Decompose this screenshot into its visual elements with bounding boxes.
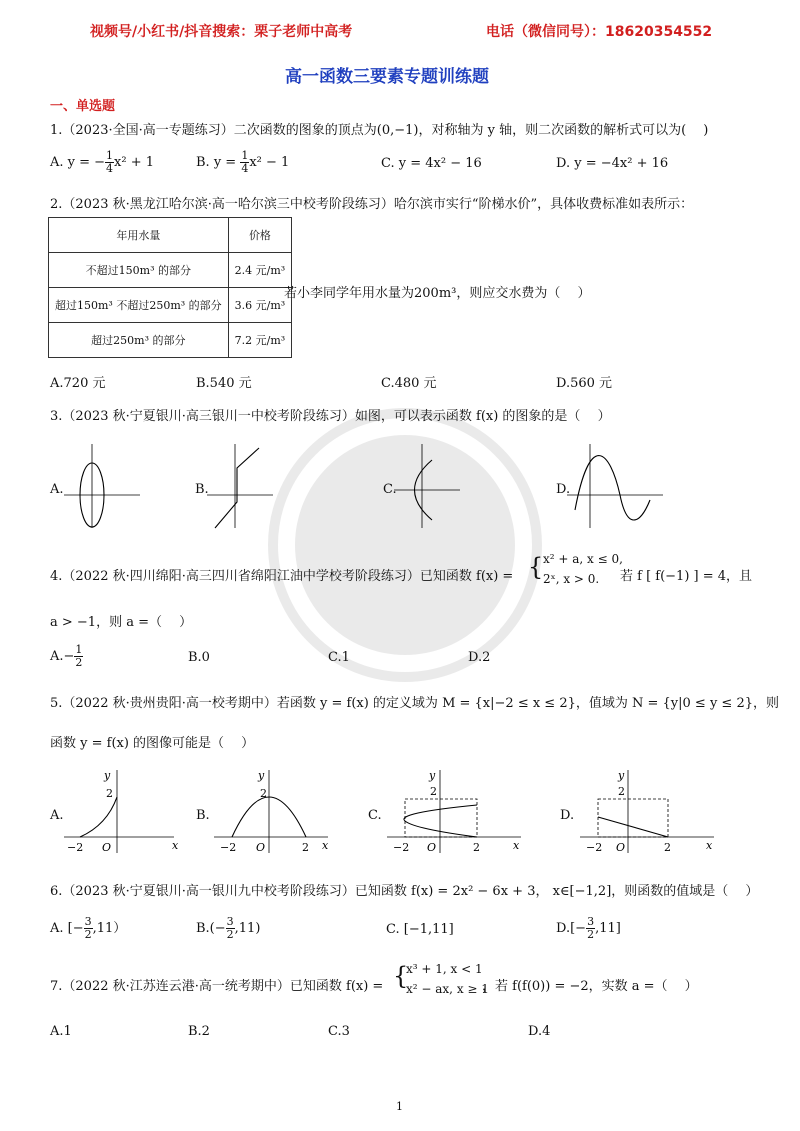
q4-case1: x² + a, x ≤ 0, (543, 552, 623, 566)
q1-stem: 1.（2023·全国·高一专题练习）二次函数的图象的顶点为(0,−1)，对称轴为 y 轴，则二次函数的解析式可以为( ) (50, 123, 709, 138)
q1-option-d: D. y = −4x² + 16 (556, 156, 669, 171)
svg-text:−2: −2 (67, 841, 84, 854)
header-promo: 视频号/小红书/抖音搜索：栗子老师中高考 (90, 24, 353, 40)
svg-text:x: x (322, 839, 329, 852)
q7-case2: x² − ax, x ≥ 1 (406, 982, 489, 996)
q3-stem: 3.（2023 秋·宁夏银川·高三银川一中校考阶段练习）如图，可以表示函数 f(x) 的图象的是（ ） (50, 409, 611, 424)
q5-stem: 5.（2022 秋·贵州贵阳·高一校考期中）若函数 y = f(x) 的定义域为 M = {x|−2 ≤ x ≤ 2}，值域为 N = {y|0 ≤ y ≤ 2}，则 (50, 696, 780, 711)
svg-text:x: x (172, 839, 179, 852)
page-number: 1 (396, 1100, 403, 1113)
svg-text:O: O (102, 841, 112, 854)
svg-text:2: 2 (260, 787, 267, 800)
q2-stem: 2.（2023 秋·黑龙江哈尔滨·高一哈尔滨三中校考阶段练习）哈尔滨市实行“阶梯水价”，具体收费标准如表所示： (50, 197, 694, 212)
q7-option-c: C.3 (328, 1024, 350, 1039)
q3-option-b: B. (195, 482, 209, 497)
q2-option-c: C.480 元 (381, 376, 437, 391)
q5-graph-c (385, 765, 525, 855)
q5-option-b: B. (196, 808, 210, 823)
q5-line2: 函数 y = f(x) 的图像可能是（ ） (50, 736, 255, 751)
q4-option-b: B.0 (188, 650, 210, 665)
svg-text:2: 2 (618, 785, 625, 798)
q1-option-a: A. y = − $\frac{1}{4}$ x² + 1 (50, 149, 155, 175)
q5-option-c: C. (368, 808, 382, 823)
q4-stem: 4.（2022 秋·四川绵阳·高三四川省绵阳江油中学校考阶段练习）已知函数 f(x) = (50, 569, 514, 584)
q6-option-b: B.(− $\frac{3}{2}$ ,11) (196, 915, 261, 941)
q6-option-c: C. [−1,11] (386, 922, 454, 937)
page-title: 高一函数三要素专题训练题 (285, 67, 489, 87)
q4-option-c: C.1 (328, 650, 350, 665)
svg-text:x: x (513, 839, 520, 852)
q3-option-d: D. (556, 482, 571, 497)
q5-graph-a (62, 765, 182, 855)
svg-text:−2: −2 (393, 841, 410, 854)
q4-option-d: D.2 (468, 650, 491, 665)
table-row: 不超过150m³ 的部分 2.4 元/m³ (49, 253, 292, 288)
section-heading: 一、单选题 (50, 99, 116, 114)
q4-brace: { (528, 553, 544, 581)
q4-case2: 2ˣ, x > 0. (543, 572, 600, 586)
svg-text:−2: −2 (586, 841, 603, 854)
water-price-table (48, 217, 292, 358)
svg-text:−2: −2 (220, 841, 237, 854)
q7-brace: { (393, 962, 409, 990)
svg-text:2: 2 (302, 841, 309, 854)
q7-case1: x³ + 1, x < 1 (406, 962, 483, 976)
q2-option-a: A.720 元 (50, 376, 106, 391)
q5-option-d: D. (560, 808, 575, 823)
q5-graph-d (578, 765, 718, 855)
svg-text:y: y (618, 769, 625, 782)
q4-line2: a > −1，则 a =（ ） (50, 615, 193, 630)
q3-option-a: A. (50, 482, 64, 497)
q3-option-c: C. (383, 482, 397, 497)
q7-condition: ，若 f(f(0)) = −2，实数 a =（ ） (482, 979, 698, 994)
q6-option-d: D.[− $\frac{3}{2}$ ,11] (556, 915, 621, 941)
svg-text:y: y (104, 769, 111, 782)
svg-text:x: x (706, 839, 713, 852)
q3-graph-b-piecewise (205, 440, 275, 530)
q3-graph-a-ellipse (62, 440, 142, 530)
q1-option-c: C. y = 4x² − 16 (381, 156, 482, 171)
table-row: 年用水量 价格 (49, 218, 292, 253)
q3-graph-c-sideways-parabola (392, 440, 462, 530)
q6-option-a: A. [− $\frac{3}{2}$ ,11） (50, 915, 127, 941)
header-phone: 电话（微信同号）：18620354552 (486, 24, 713, 40)
q7-option-a: A.1 (50, 1024, 72, 1039)
q4-option-a: A.− $\frac{1}{2}$ (50, 643, 83, 669)
svg-text:2: 2 (664, 841, 671, 854)
table-row: 超过150m³ 不超过250m³ 的部分 3.6 元/m³ (49, 288, 292, 323)
svg-text:y: y (258, 769, 265, 782)
svg-text:O: O (427, 841, 437, 854)
q7-option-b: B.2 (188, 1024, 210, 1039)
svg-text:2: 2 (473, 841, 480, 854)
svg-text:2: 2 (430, 785, 437, 798)
q5-graph-b (212, 765, 332, 855)
q2-option-d: D.560 元 (556, 376, 613, 391)
q7-stem: 7.（2022 秋·江苏连云港·高一统考期中）已知函数 f(x) = (50, 979, 384, 994)
q7-option-d: D.4 (528, 1024, 551, 1039)
q5-option-a: A. (50, 808, 64, 823)
svg-text:O: O (256, 841, 266, 854)
table-row: 超过250m³ 的部分 7.2 元/m³ (49, 323, 292, 358)
q1-option-b: B. y = $\frac{1}{4}$ x² − 1 (196, 149, 290, 175)
q4-condition: 若 f [ f(−1) ] = 4，且 (620, 569, 753, 584)
svg-text:y: y (429, 769, 436, 782)
q2-option-b: B.540 元 (196, 376, 252, 391)
svg-text:O: O (616, 841, 626, 854)
q6-stem: 6.（2023 秋·宁夏银川·高一银川九中校考阶段练习）已知函数 f(x) = 2x² − 6x + 3， x∈[−1,2]，则函数的值域是（ ） (50, 884, 759, 899)
q3-graph-d-cubic (565, 440, 665, 530)
q2-question: 若小李同学年用水量为200m³，则应交水费为（ ） (284, 286, 591, 301)
svg-text:2: 2 (106, 787, 113, 800)
